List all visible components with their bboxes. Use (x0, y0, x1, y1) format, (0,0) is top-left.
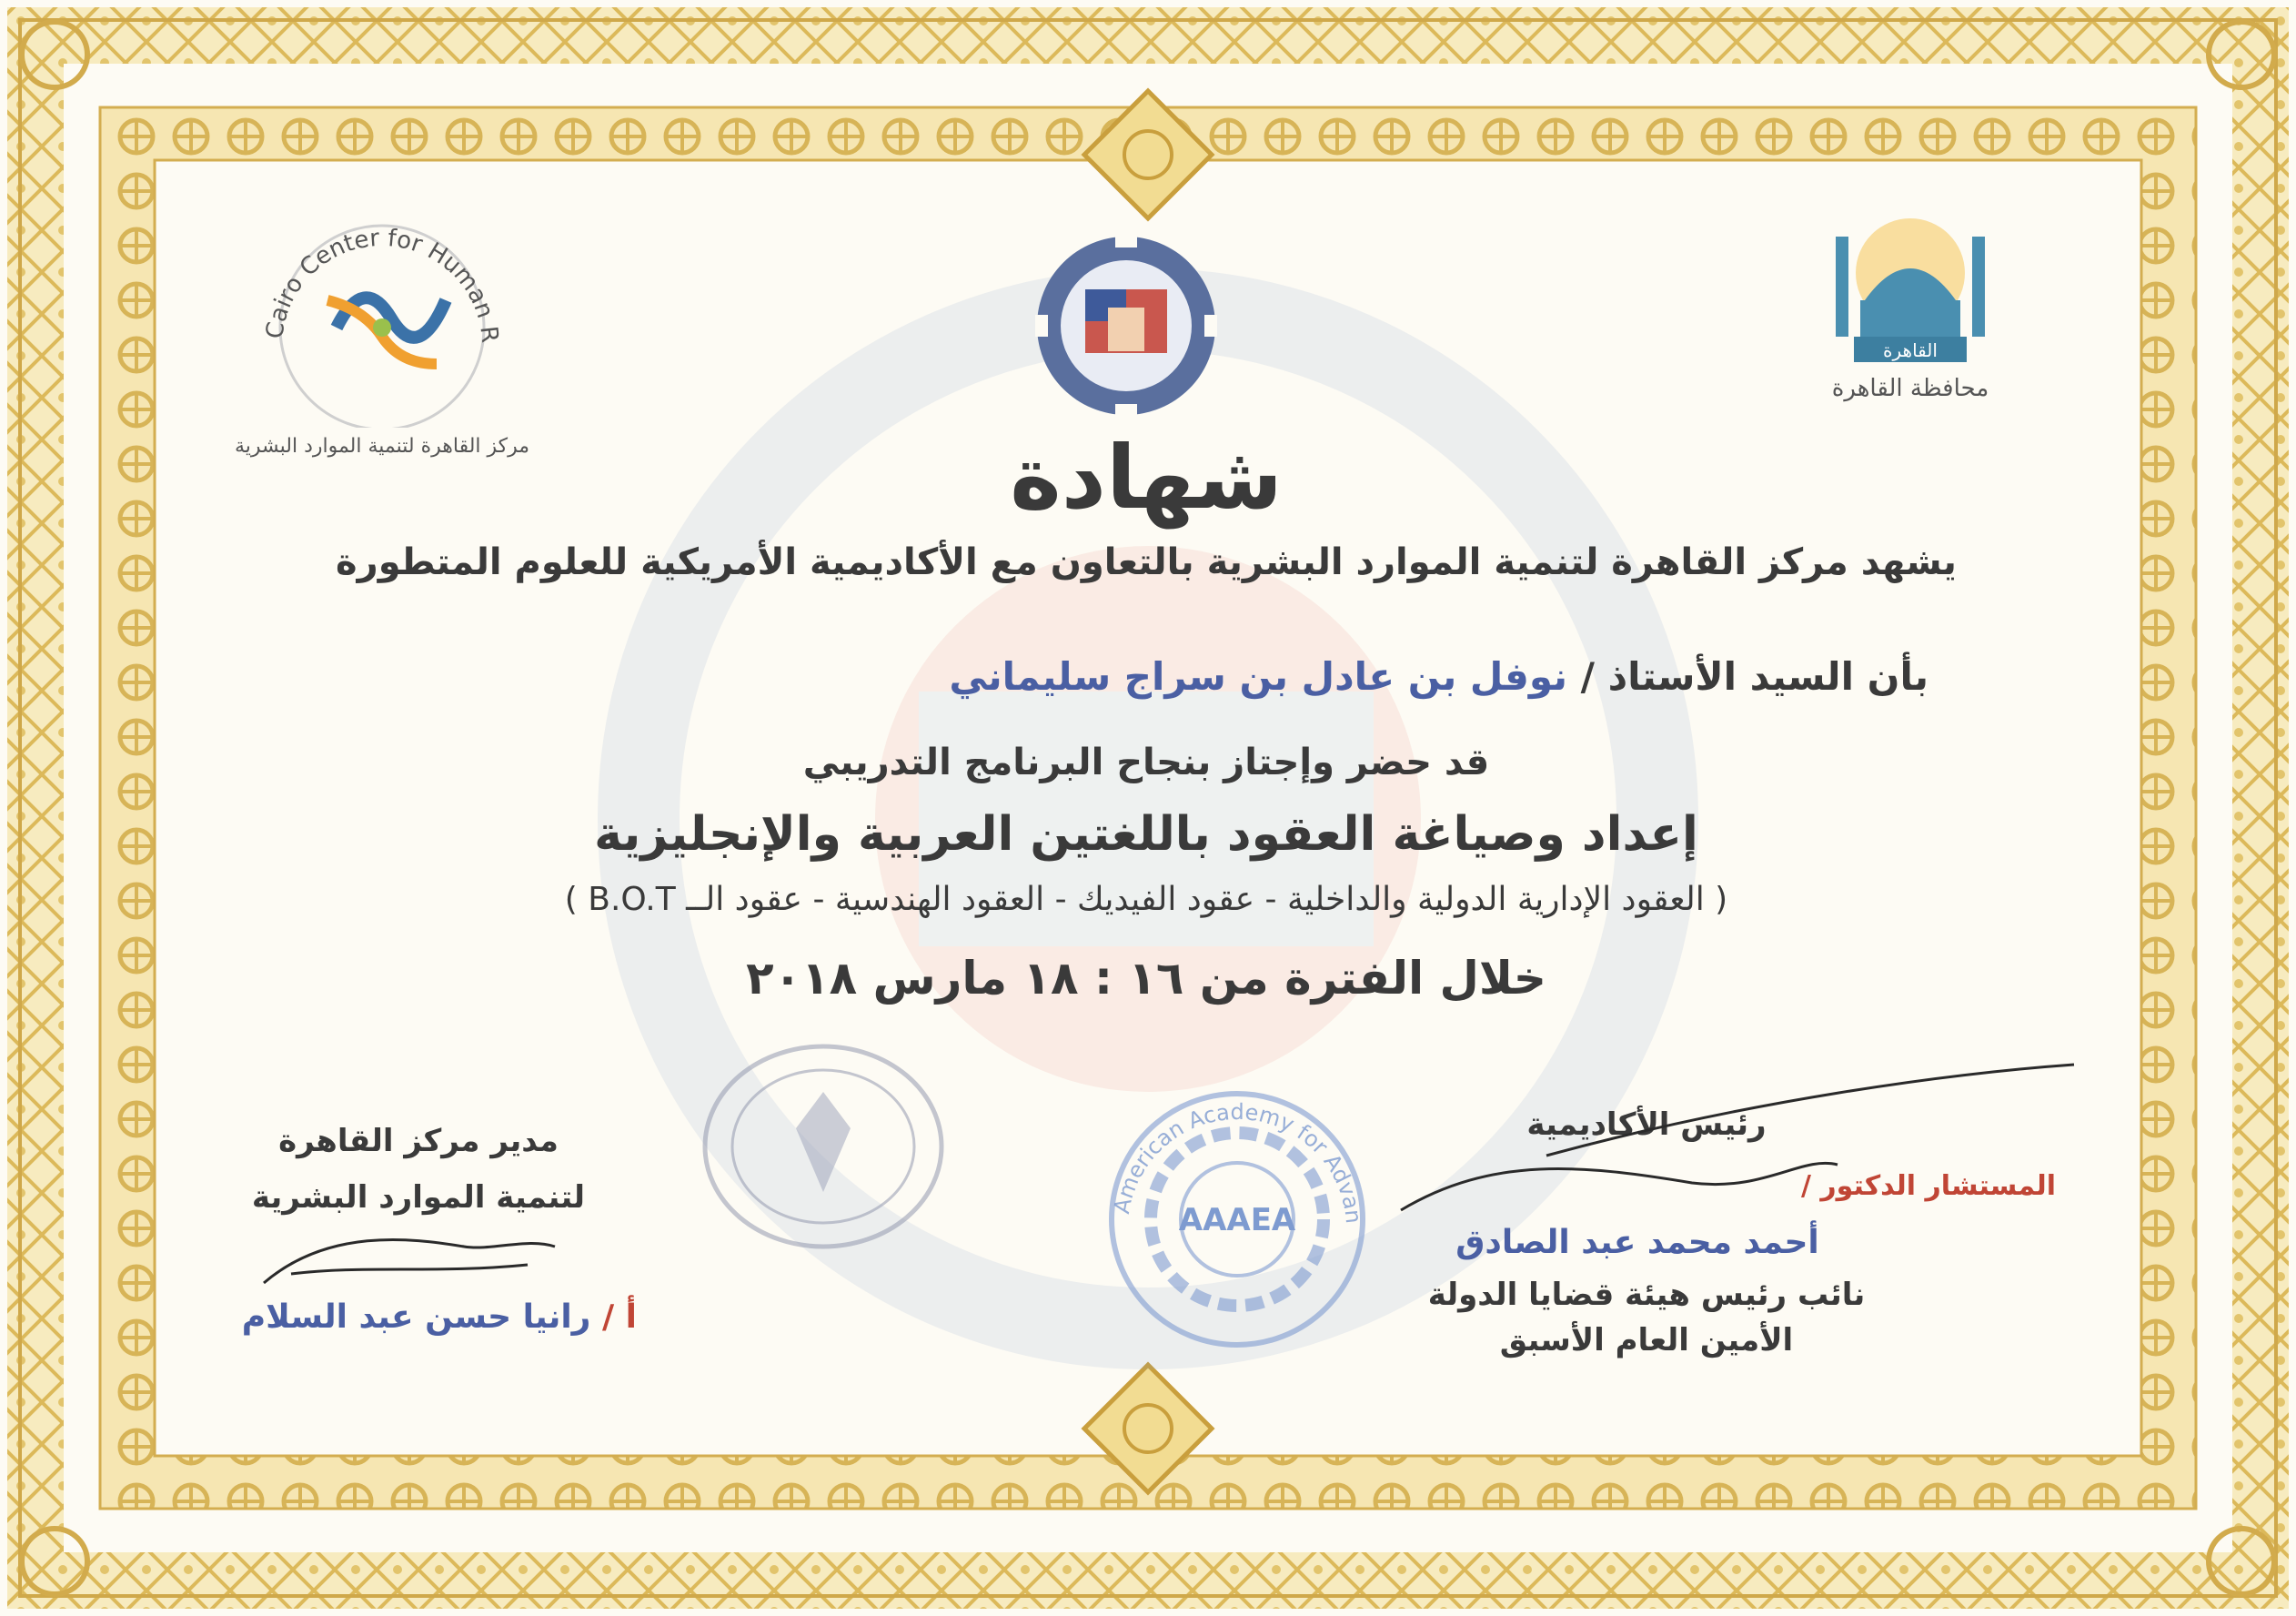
aaaea-seal (1092, 1083, 1383, 1356)
left-signatory-title: أ / (601, 1298, 637, 1336)
right-signature-icon (1383, 1046, 2092, 1237)
right-signatory-position-2: الأمين العام الأسبق (1499, 1322, 1794, 1358)
cairo-center-arc-text: Cairo Center for Human R (261, 224, 504, 344)
aaaea-seal-center: AAAEA (1178, 1202, 1296, 1238)
recipient-name: نوفل بن عادل بن سراج سليماني (949, 654, 1568, 699)
mosque-emblem-icon (1774, 209, 2047, 364)
eagle-stamp-icon (691, 1037, 955, 1256)
recipient-prefix: بأن السيد الأستاذ / (1580, 654, 1928, 699)
left-signatory-name-line (218, 1292, 637, 1343)
cairo-center-emblem-icon (227, 209, 537, 428)
aaaea-seal-icon (1092, 1083, 1383, 1356)
cairo-governorate-caption: محافظة القاهرة (1831, 375, 1989, 402)
right-signatory-position-1: نائب رئيس هيئة قضايا الدولة (1427, 1277, 1866, 1313)
cairo-emblem-text: القاهرة (1883, 339, 1938, 361)
attended-line: قد حضر وإجتاز بنجاح البرنامج التدريبي (802, 742, 1490, 783)
right-signatory-name: أحمد محمد عبد الصادق (1455, 1224, 1819, 1261)
cairo-center-logo (227, 209, 537, 464)
recipient-line (637, 648, 1928, 706)
cairo-governorate-logo (1774, 209, 2047, 419)
right-signatory-role: رئيس الأكاديمية (1526, 1106, 1767, 1143)
left-signatory-role-2: لتنمية الموارد البشرية (251, 1179, 586, 1216)
certificate-title: شهادة (1010, 427, 1283, 529)
right-signatory-title: المستشار الدكتور / (1801, 1170, 2056, 1202)
program-title: إعداد وصياغة العقود باللغتين العربية والإنجليزية (594, 807, 1698, 862)
american-academy-logo (999, 235, 1254, 417)
left-signatory-role-1: مدير مركز القاهرة (278, 1123, 559, 1159)
program-period: خلال الفترة من ١٦ : ١٨ مارس ٢٠١٨ (746, 952, 1546, 1005)
academy-gear-icon (999, 235, 1254, 417)
left-signatory-name: رانيا حسن عبد السلام (241, 1298, 591, 1336)
program-topics: ( العقود الإدارية الدولية والداخلية - عقود الفيديك - العقود الهندسية - عقود الــ B.O.T ) (564, 881, 1728, 918)
aaaea-seal-arc-text: American Academy for Advan (1109, 1098, 1367, 1225)
certificate-intro: يشهد مركز القاهرة لتنمية الموارد البشرية بالتعاون مع الأكاديمية الأمريكية للعلوم المتطورة (336, 541, 1957, 583)
cairo-center-caption: مركز القاهرة لتنمية الموارد البشرية (234, 435, 530, 458)
